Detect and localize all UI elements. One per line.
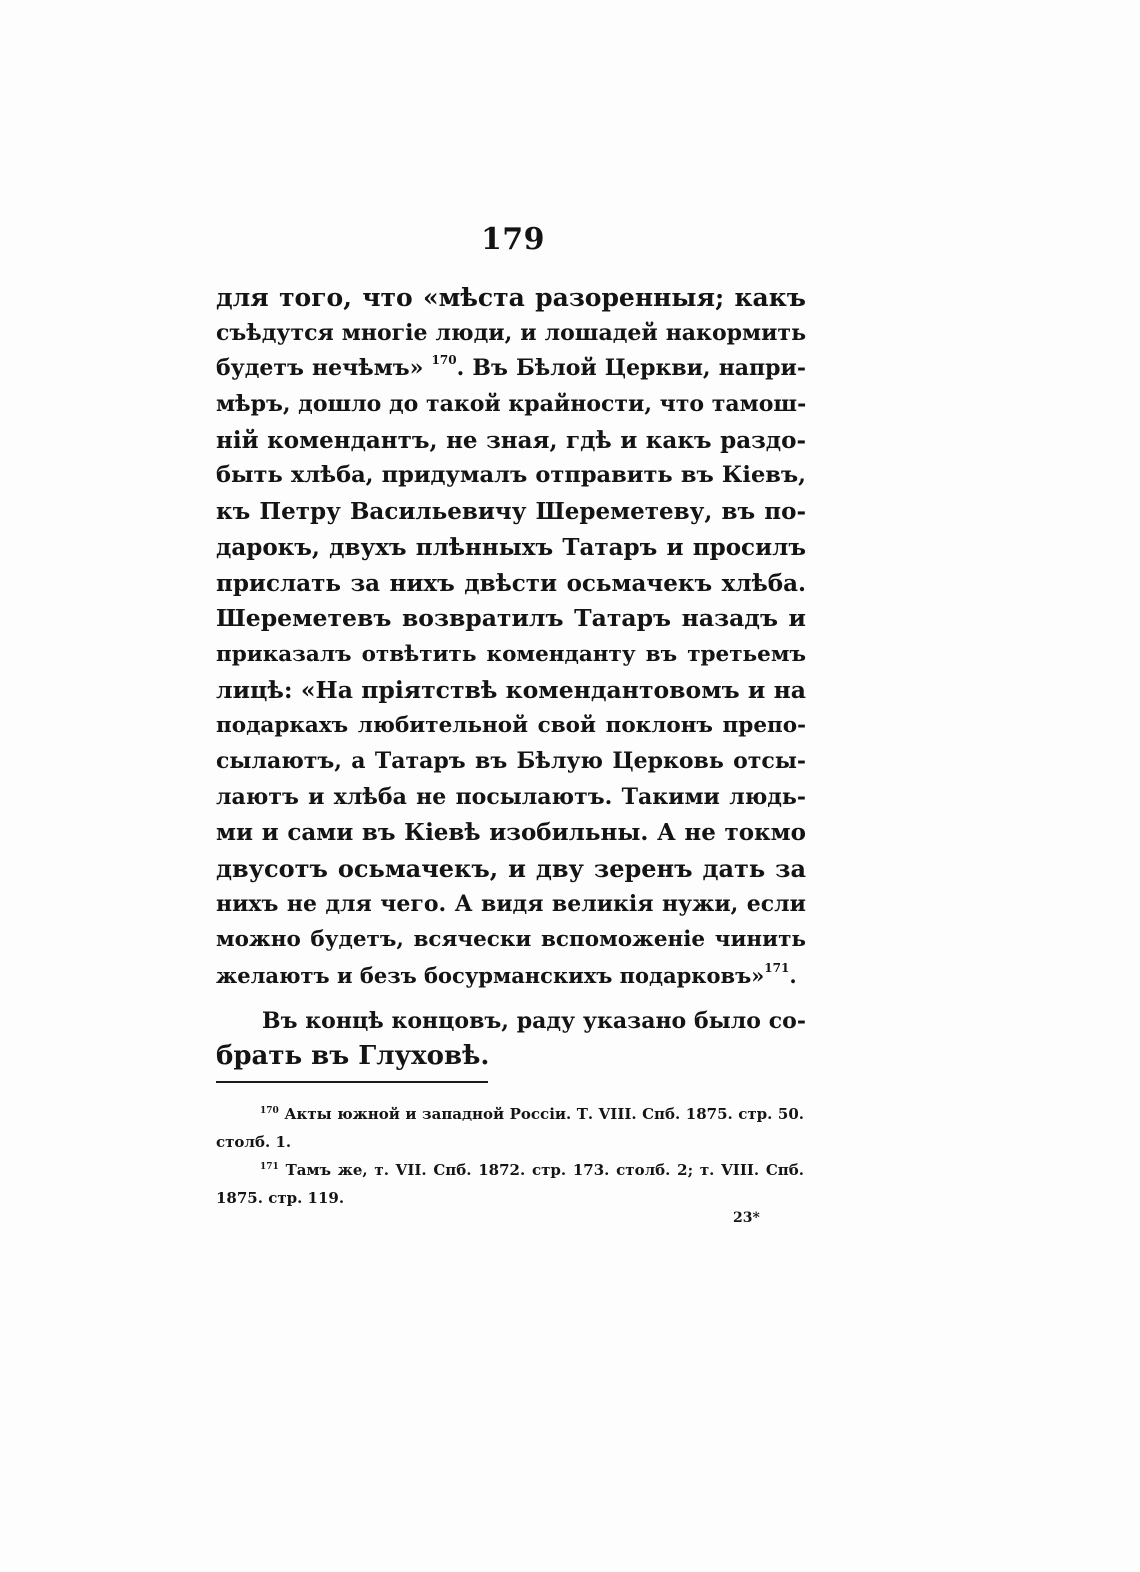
text-line: прислать за нихъ двѣсти осьмачекъ хлѣба. (216, 569, 806, 597)
text-line: дарокъ, двухъ плѣнныхъ Татаръ и просилъ (216, 533, 806, 561)
text-line (216, 958, 806, 994)
text-line: ми и сами въ Кіевѣ изобильны. А не токмо (216, 819, 806, 847)
footnote-line (216, 1156, 804, 1184)
footnotes (216, 1100, 804, 1212)
footnote-number: 171 (260, 1162, 279, 1172)
footnote-171 (216, 1156, 804, 1212)
line-text: . Въ Бѣлой Церкви, напри- (456, 355, 806, 382)
text-line: ній комендантъ, не зная, гдѣ и какъ раздо- (216, 426, 806, 454)
text-line (216, 351, 806, 387)
text-line: съѣдутся многіе люди, и лошадей накормить (216, 319, 806, 346)
footnote-text: Тамъ же, т. VII. Спб. 1872. стр. 173. столб. 2; т. VIII. Спб. (285, 1161, 804, 1179)
line-text: будетъ нечѣмъ» (216, 355, 424, 382)
footnote-text: Акты южной и западной Россіи. Т. VIII. Спб. 1875. стр. 50. (284, 1105, 804, 1123)
main-text (216, 280, 806, 1075)
text-line: двусотъ осьмачекъ, и дву зеренъ дать за (216, 854, 806, 883)
line-text: . (789, 963, 797, 989)
text-line: нихъ не для чего. А видя великія нужи, если (216, 890, 806, 917)
text-line: приказалъ отвѣтить коменданту въ третьемъ (216, 641, 806, 667)
text-line: лицѣ: «На пріятствѣ комендантовомъ и на (216, 675, 806, 704)
page-number: 179 (480, 222, 546, 257)
signature-mark: 23* (733, 1210, 760, 1226)
text-line: сылаютъ, а Татаръ въ Бѣлую Церковь отсы- (216, 747, 806, 774)
text-line: для того, что «мѣста разоренныя; какъ (216, 283, 806, 312)
text-line: Шереметевъ возвратилъ Татаръ назадъ и (216, 604, 806, 633)
text-line: лаютъ и хлѣба не посылаютъ. Такими людь- (216, 783, 806, 810)
footnote-ref-171[interactable]: 171 (764, 961, 790, 976)
text-line: брать въ Глуховѣ. (216, 1041, 490, 1072)
text-line: Въ концѣ концовъ, раду указано было со- (262, 1007, 806, 1034)
footnote-number: 170 (260, 1106, 279, 1116)
footnote-170 (216, 1100, 804, 1156)
text-line: быть хлѣба, придумалъ отправить въ Кіевъ, (216, 462, 806, 489)
text-line: можно будетъ, всячески вспоможеніе чинить (216, 927, 806, 953)
text-line: подаркахъ любительной свой поклонъ препо- (216, 713, 806, 739)
footnote-divider (216, 1081, 488, 1083)
footnote-line: 1875. стр. 119. (216, 1189, 345, 1207)
line-text: желаютъ и безъ босурманскихъ подарковъ» (216, 963, 765, 989)
text-line: мѣръ, дошло до такой крайности, что тамош- (216, 391, 807, 418)
text-line: къ Петру Васильевичу Шереметеву, въ по- (216, 498, 806, 526)
footnote-ref-170[interactable]: 170 (431, 353, 457, 368)
footnote-line: столб. 1. (216, 1133, 292, 1151)
footnote-line (216, 1100, 804, 1128)
